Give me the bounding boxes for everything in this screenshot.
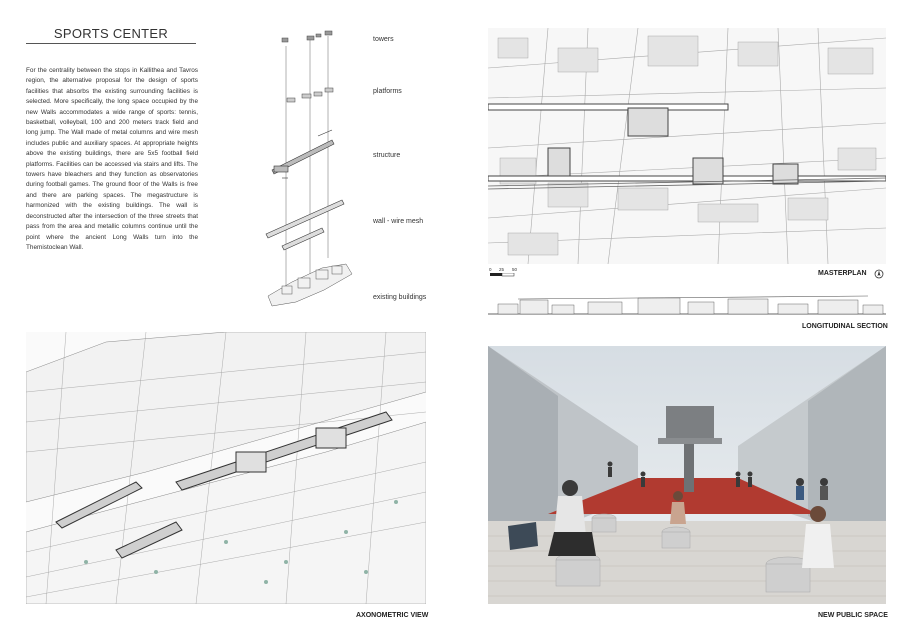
towers-layer (282, 31, 332, 42)
axonometric-drawing (26, 332, 426, 604)
north-arrow-icon (874, 269, 884, 279)
structure-layer (272, 130, 334, 178)
public-space-render (488, 346, 886, 604)
scale-label-0: 0 (489, 267, 492, 272)
masterplan-drawing (488, 28, 886, 264)
layer-label-wall: wall - wire mesh (373, 218, 424, 225)
scale-label-25: 25 (499, 267, 505, 272)
layer-label-buildings: existing buildings (373, 294, 427, 301)
title-divider (26, 43, 196, 44)
masterplan-caption: MASTERPLAN (818, 270, 867, 277)
exploded-layers-diagram (262, 28, 362, 308)
layer-label-towers: towers (373, 36, 394, 43)
page-title: SPORTS CENTER (53, 26, 169, 41)
layer-label-structure: structure (373, 152, 401, 159)
public-space-caption: NEW PUBLIC SPACE (818, 612, 888, 619)
scale-bar (490, 273, 524, 277)
wall-mesh-layer (266, 200, 344, 250)
axonometric-caption: AXONOMETRIC VIEW (356, 612, 429, 619)
longitudinal-section-drawing (488, 290, 886, 318)
scale-label-50: 50 (512, 267, 518, 272)
description-text: For the centrality between the stops in Kallithea and Tavros region, the alternative proposal for the design of sports facilities that absorbs the existing surrounding facilities is selected. More specifically, the long space occupied by the new Walls accommodates a wide range of sports: tennis, basketball, volleyball, 100 and 200 meters track field and long jump. The Wall made of metal columns and wire mesh includes public and auxiliary spaces. At appropriate heights above the existing buildings, there are 5x5 football field platforms. Facilities can be accessed via stairs and lifts. The towers have bleachers and they function as observatories during football games. The ground floor of the Walls is free and there are parking spaces. The megastructure is harmonized with the existing buildings. The wall is deconstructed after the intersection of the three streets that pass from the area and metallic columns continue until the point where the ancient Long Walls turn into the Themistoclean Wall. (26, 67, 198, 251)
section-caption: LONGITUDINAL SECTION (802, 323, 888, 330)
layer-label-platforms: platforms (373, 88, 402, 95)
